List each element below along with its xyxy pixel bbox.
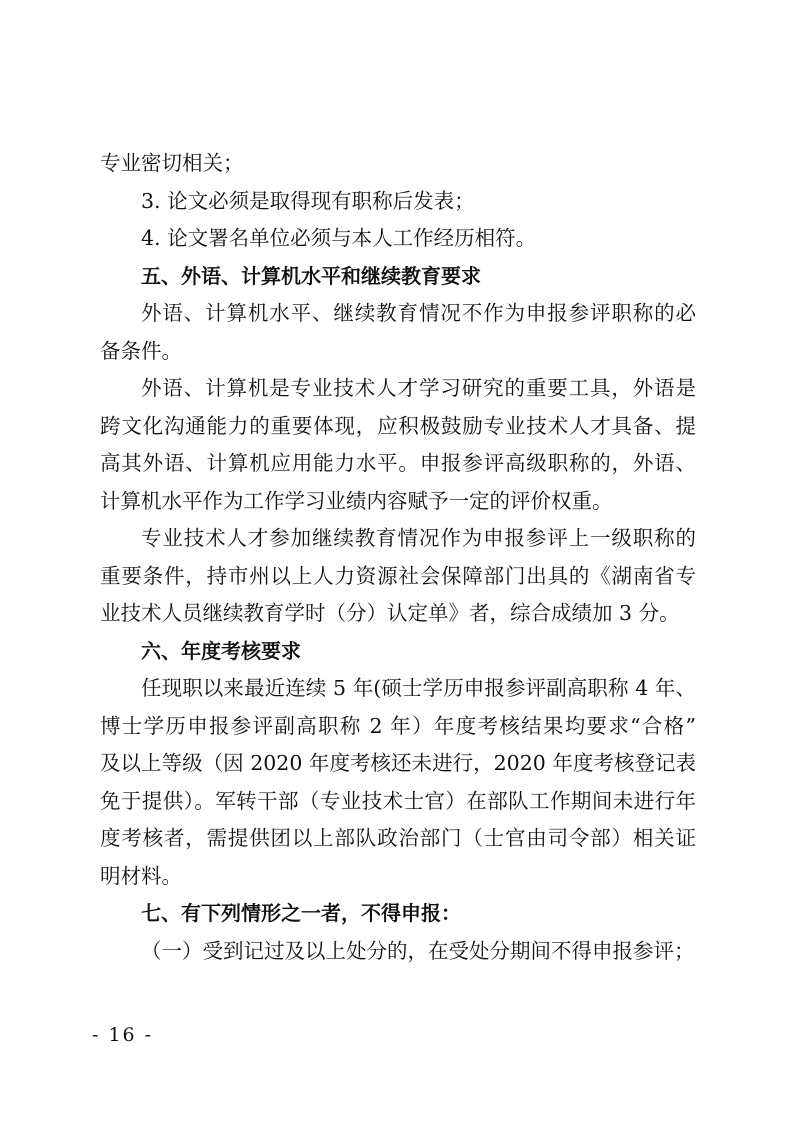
- text-line: 计算机水平作为工作学习业绩内容赋予一定的评价权重。: [100, 488, 613, 513]
- section-heading: 七、有下列情形之一者，不得申报：: [141, 901, 461, 925]
- text-line: 专业密切相关；: [100, 151, 244, 175]
- text-line: 外语、计算机水平、继续教育情况不作为申报参评职称的必: [141, 301, 696, 325]
- section-heading: 五、外语、计算机水平和继续教育要求: [141, 263, 481, 288]
- section-heading: 六、年度考核要求: [141, 638, 301, 663]
- text-line: 高其外语、计算机应用能力水平。申报参评高级职称的，外语、: [100, 451, 696, 475]
- text-line: 博士学历申报参评副高职称 2 年）年度考核结果均要求“合格”: [100, 713, 696, 738]
- text-line: 免于提供）。军转干部（专业技术士官）在部队工作期间未进行年: [100, 788, 696, 813]
- text-line: 专业技术人才参加继续教育情况作为申报参评上一级职称的: [141, 526, 696, 550]
- text-line: 及以上等级（因 2020 年度考核还未进行，2020 年度考核登记表: [100, 751, 696, 775]
- text-line: 跨文化沟通能力的重要体现，应积极鼓励专业技术人才具备、提: [100, 413, 696, 438]
- text-line: （一）受到记过及以上处分的，在受处分期间不得申报参评；: [141, 938, 695, 963]
- body-text: [100, 145, 696, 970]
- text-line: 3. 论文必须是取得现有职称后发表；: [141, 188, 475, 213]
- text-line: 备条件。: [100, 338, 182, 363]
- text-line: 重要条件，持市州以上人力资源社会保障部门出具的《湖南省专: [100, 563, 696, 588]
- text-line: 4. 论文署名单位必须与本人工作经历相符。: [141, 226, 537, 250]
- text-line: 任现职以来最近连续 5 年(硕士学历申报参评副高职称 4 年、: [141, 676, 696, 700]
- text-line: 明材料。: [100, 863, 182, 888]
- page-number: - 16 -: [92, 1024, 154, 1046]
- text-line: 业技术人员继续教育学时（分）认定单》者，综合成绩加 3 分。: [100, 601, 680, 625]
- text-line: 度考核者，需提供团以上部队政治部门（士官由司令部）相关证: [100, 826, 696, 850]
- text-line: 外语、计算机是专业技术人才学习研究的重要工具，外语是: [141, 376, 696, 400]
